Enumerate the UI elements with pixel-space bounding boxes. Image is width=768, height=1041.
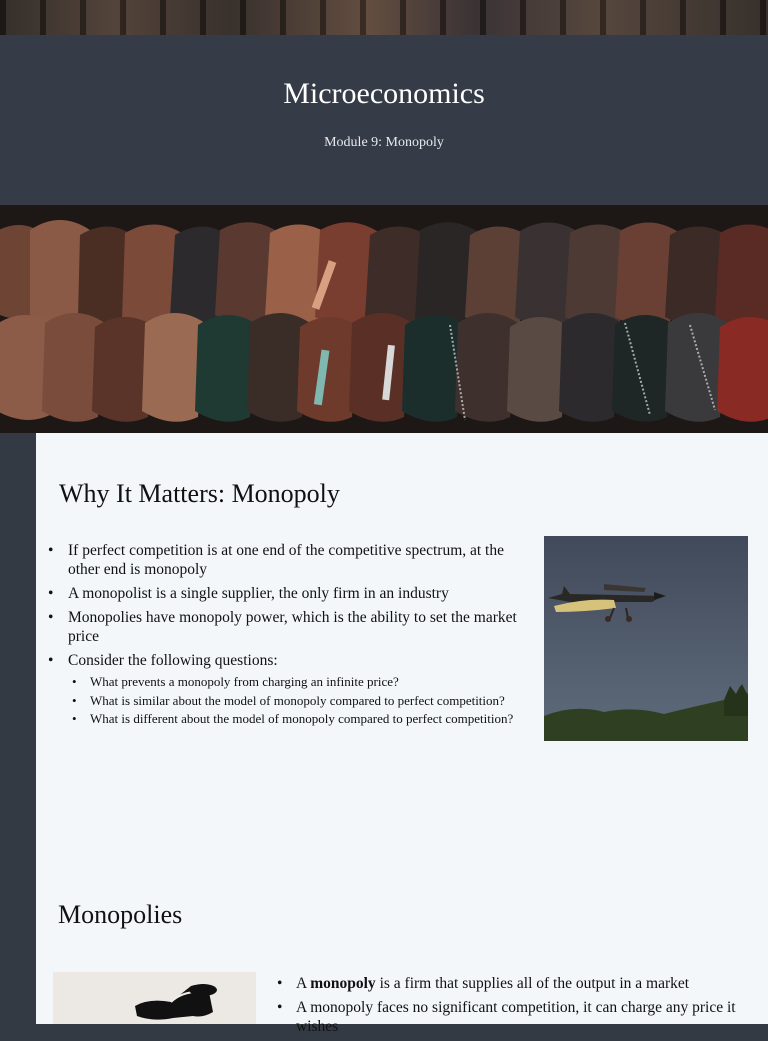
monopoly-mascot-image	[53, 972, 256, 1024]
top-hat-icon	[53, 972, 256, 1024]
page-title: Microeconomics	[283, 77, 485, 110]
bullet-list	[48, 541, 538, 732]
page-subtitle: Module 9: Monopoly	[324, 135, 444, 150]
bold-term: monopoly	[310, 975, 376, 992]
list-item	[277, 974, 747, 993]
wallet-row-top	[0, 220, 768, 329]
monopolies-bullet-list	[277, 974, 747, 1041]
list-item: • A monopoly faces no significant competition, it can charge any price it wishes	[277, 998, 747, 1036]
title-block	[0, 35, 768, 205]
sub-list-item: • What is different about the model of monopoly compared to perfect competition?	[68, 711, 538, 727]
slide-title-monopolies: Monopolies	[58, 900, 183, 929]
list-item	[48, 651, 538, 727]
list-item-text: A	[296, 975, 311, 992]
slide-title-why-it-matters: Why It Matters: Monopoly	[59, 479, 340, 508]
header-photo-strip	[0, 0, 768, 35]
sub-list-item: • What prevents a monopoly from charging an infinite price?	[68, 674, 538, 690]
wallets-illustration	[0, 205, 768, 433]
sub-bullet-list	[68, 674, 538, 727]
list-item: • Monopolies have monopoly power, which is the ability to set the market price	[48, 608, 538, 646]
airplane-illustration	[544, 536, 748, 741]
list-item: • If perfect competition is at one end of the competitive spectrum, at the other end is monopoly	[48, 541, 538, 579]
list-item-text: Consider the following questions:	[68, 652, 278, 669]
airplane-photo	[544, 536, 748, 741]
wallets-photo	[0, 205, 768, 433]
wallet-row-bottom	[0, 313, 768, 422]
list-item: • A monopolist is a single supplier, the only firm in an industry	[48, 584, 538, 603]
sub-list-item: • What is similar about the model of monopoly compared to perfect competition?	[68, 693, 538, 709]
list-item-text: is a firm that supplies all of the output in a market	[375, 975, 690, 992]
